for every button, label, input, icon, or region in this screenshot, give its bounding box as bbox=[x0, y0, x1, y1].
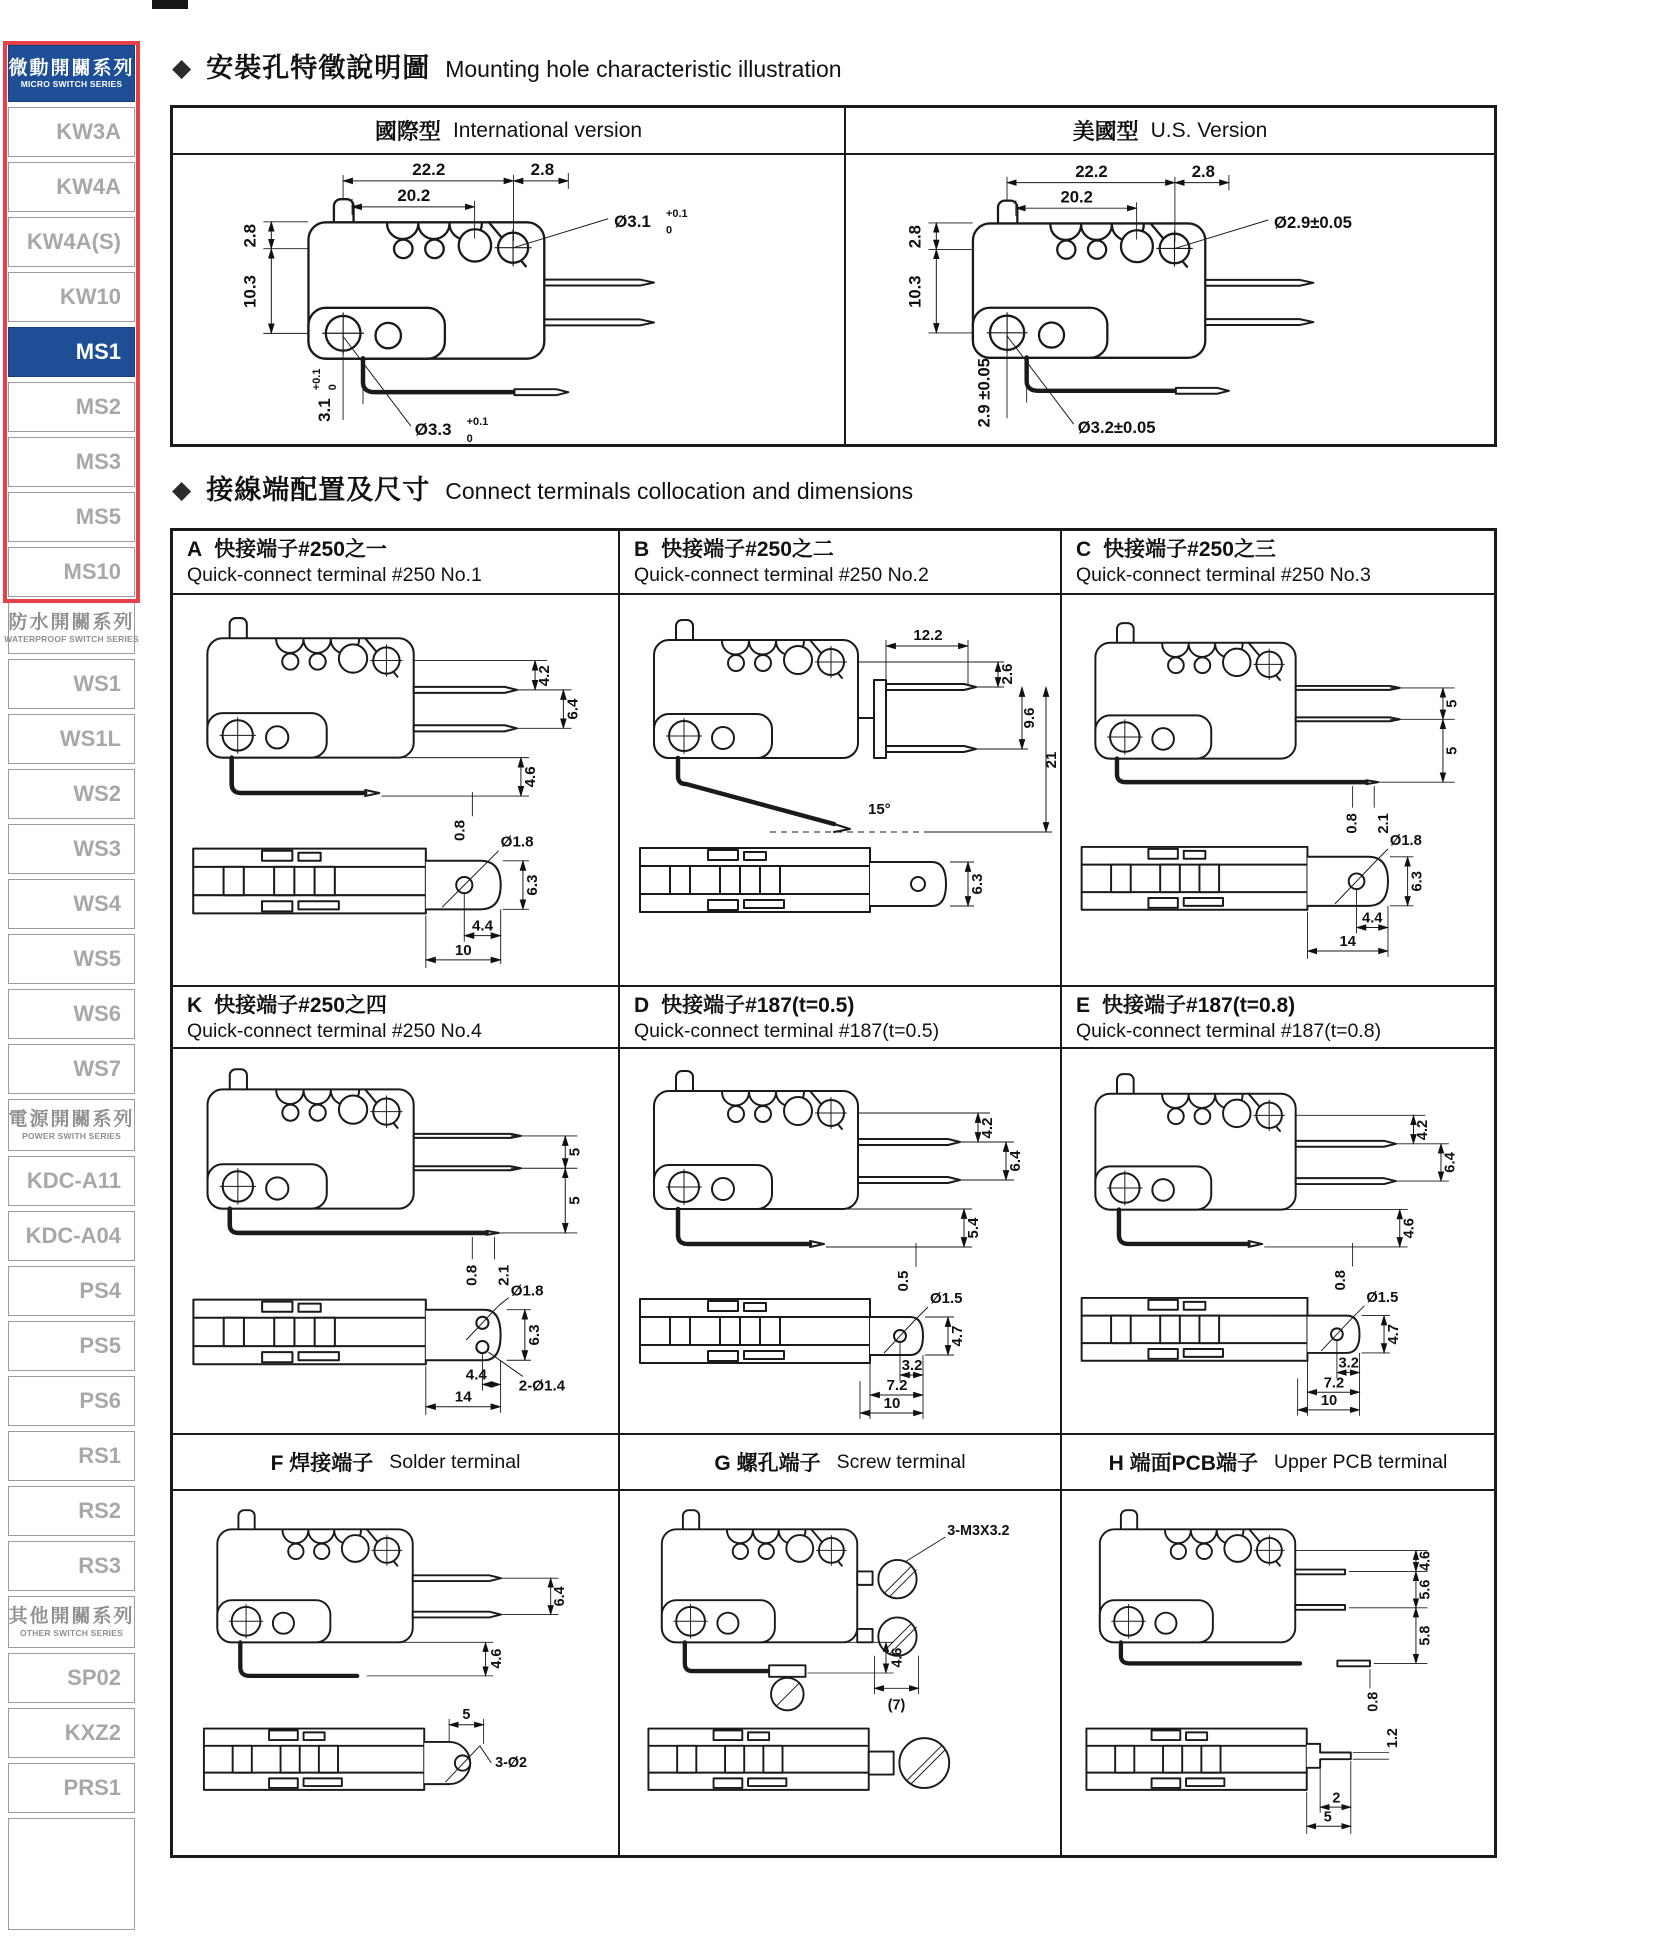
svg-text:Ø1.5: Ø1.5 bbox=[1366, 1289, 1399, 1306]
svg-text:2.8: 2.8 bbox=[905, 225, 925, 249]
diamond-bullet-icon: ◆ bbox=[172, 475, 192, 504]
terminal-d-diagram bbox=[620, 1049, 1062, 1435]
svg-text:4.7: 4.7 bbox=[949, 1325, 966, 1347]
svg-text:20.2: 20.2 bbox=[1060, 187, 1093, 207]
terminal-letter: B bbox=[634, 538, 650, 561]
svg-text:5.6: 5.6 bbox=[1417, 1579, 1434, 1600]
terminal-k-diagram bbox=[173, 1049, 620, 1435]
title-en: U.S. Version bbox=[1150, 118, 1268, 142]
international-version-panel bbox=[173, 155, 846, 444]
svg-text:0: 0 bbox=[466, 433, 473, 444]
terminal-b-header bbox=[620, 531, 1062, 595]
svg-text:22.2: 22.2 bbox=[412, 159, 446, 179]
sidebar-item-ws1l[interactable]: WS1L bbox=[8, 714, 135, 764]
svg-text:4.6: 4.6 bbox=[1401, 1218, 1418, 1239]
svg-text:0.8: 0.8 bbox=[463, 1264, 481, 1286]
section-mounting-title bbox=[172, 46, 842, 85]
svg-text:0: 0 bbox=[327, 384, 340, 391]
svg-text:Ø3.3: Ø3.3 bbox=[414, 420, 452, 440]
terminal-en: Quick-connect terminal #250 No.1 bbox=[187, 564, 482, 587]
svg-text:10: 10 bbox=[883, 1395, 901, 1412]
terminal-k-header bbox=[173, 987, 620, 1049]
svg-text:7.2: 7.2 bbox=[1323, 1375, 1345, 1392]
terminal-e-diagram bbox=[1062, 1049, 1494, 1435]
terminal-zh: 快接端子#250之二 bbox=[661, 538, 834, 561]
svg-text:Ø1.8: Ø1.8 bbox=[510, 1282, 544, 1300]
svg-text:10.3: 10.3 bbox=[905, 275, 925, 308]
terminal-en: Screw terminal bbox=[836, 1450, 966, 1473]
svg-text:22.2: 22.2 bbox=[1075, 161, 1108, 181]
sidebar-group-waterproof bbox=[4, 602, 139, 654]
svg-text:6.3: 6.3 bbox=[525, 1324, 543, 1346]
terminal-en: Quick-connect terminal #187(t=0.8) bbox=[1076, 1020, 1382, 1043]
svg-text:Ø1.8: Ø1.8 bbox=[500, 833, 534, 851]
terminal-zh: 端面PCB端子 bbox=[1129, 1452, 1258, 1475]
terminal-zh: 快接端子#187(t=0.5) bbox=[661, 994, 855, 1017]
group-subtitle: WATERPROOF SWITCH SERIES bbox=[4, 633, 139, 644]
title-zh: 美國型 bbox=[1072, 119, 1139, 144]
terminal-a-header bbox=[173, 531, 620, 595]
svg-text:0.8: 0.8 bbox=[1332, 1270, 1349, 1291]
svg-text:12.2: 12.2 bbox=[913, 627, 943, 644]
svg-text:2-Ø1.4: 2-Ø1.4 bbox=[518, 1377, 566, 1395]
international-version-title bbox=[173, 108, 846, 153]
group-title: 其他開關系列 bbox=[8, 1606, 135, 1628]
group-subtitle: MICRO SWITCH SERIES bbox=[20, 79, 123, 90]
svg-text:4.4: 4.4 bbox=[471, 917, 494, 935]
svg-text:0.8: 0.8 bbox=[1365, 1691, 1382, 1712]
section-title-zh: 安裝孔特徵說明圖 bbox=[206, 53, 431, 83]
sidebar-item-ws2[interactable]: WS2 bbox=[8, 769, 135, 819]
svg-text:3.1: 3.1 bbox=[315, 398, 335, 422]
svg-text:4.2: 4.2 bbox=[1415, 1119, 1432, 1141]
svg-text:+0.1: +0.1 bbox=[665, 207, 688, 220]
svg-text:4.7: 4.7 bbox=[1385, 1324, 1402, 1345]
svg-text:2.8: 2.8 bbox=[1191, 161, 1215, 181]
sidebar-item-kw10[interactable]: KW10 bbox=[8, 272, 135, 322]
svg-text:2.6: 2.6 bbox=[999, 663, 1016, 685]
svg-text:10: 10 bbox=[1320, 1392, 1338, 1409]
svg-text:2.8: 2.8 bbox=[240, 223, 260, 248]
sidebar-item-ps6[interactable]: PS6 bbox=[8, 1376, 135, 1426]
svg-text:4.6: 4.6 bbox=[889, 1647, 906, 1668]
svg-text:5: 5 bbox=[1323, 1809, 1332, 1826]
svg-text:1.2: 1.2 bbox=[1384, 1728, 1401, 1749]
svg-text:2.1: 2.1 bbox=[1375, 813, 1392, 834]
terminal-en: Upper PCB terminal bbox=[1273, 1450, 1448, 1473]
svg-text:5: 5 bbox=[566, 1196, 584, 1205]
svg-text:2.1: 2.1 bbox=[495, 1264, 513, 1286]
sidebar-item-ws4[interactable]: WS4 bbox=[8, 879, 135, 929]
section-terminals-title bbox=[172, 468, 913, 507]
terminal-letter: F bbox=[270, 1452, 284, 1475]
svg-text:14: 14 bbox=[1339, 934, 1356, 951]
terminal-letter: K bbox=[187, 994, 203, 1017]
group-title: 防水開關系列 bbox=[8, 612, 135, 634]
svg-text:5.4: 5.4 bbox=[965, 1217, 982, 1239]
svg-text:Ø3.2±0.05: Ø3.2±0.05 bbox=[1077, 418, 1156, 438]
sidebar-item-kw3a[interactable]: KW3A bbox=[8, 107, 135, 157]
svg-text:Ø3.1: Ø3.1 bbox=[614, 211, 651, 231]
terminal-c-diagram bbox=[1062, 595, 1494, 987]
group-subtitle: OTHER SWITCH SERIES bbox=[20, 1627, 123, 1638]
terminal-d-header bbox=[620, 987, 1062, 1049]
sidebar-item-ms10[interactable]: MS10 bbox=[8, 547, 135, 597]
svg-text:6.4: 6.4 bbox=[1007, 1150, 1024, 1172]
terminal-zh: 螺孔端子 bbox=[736, 1452, 821, 1475]
svg-text:6.4: 6.4 bbox=[1442, 1152, 1459, 1173]
svg-text:4.4: 4.4 bbox=[465, 1366, 487, 1384]
section-title-en: Connect terminals collocation and dimensions bbox=[445, 478, 914, 504]
us-version-title bbox=[846, 108, 1494, 153]
title-zh: 國際型 bbox=[374, 119, 441, 144]
svg-text:(7): (7) bbox=[887, 1697, 906, 1714]
terminal-letter: A bbox=[187, 538, 203, 561]
terminal-letter: G bbox=[714, 1452, 731, 1475]
sidebar-item-ps5[interactable]: PS5 bbox=[8, 1321, 135, 1371]
svg-text:5.8: 5.8 bbox=[1417, 1625, 1434, 1646]
mounting-hole-box bbox=[170, 105, 1497, 447]
svg-text:5: 5 bbox=[1444, 699, 1461, 708]
sidebar-item-ws5[interactable]: WS5 bbox=[8, 934, 135, 984]
terminals-grid bbox=[170, 528, 1497, 1858]
group-subtitle: POWER SWITH SERIES bbox=[22, 1130, 121, 1141]
sidebar-item-sp02[interactable]: SP02 bbox=[8, 1653, 135, 1703]
svg-text:21: 21 bbox=[1043, 751, 1060, 769]
terminal-zh: 快接端子#250之三 bbox=[1103, 538, 1276, 561]
svg-text:3.2: 3.2 bbox=[901, 1357, 923, 1374]
terminal-zh: 快接端子#250之四 bbox=[214, 994, 387, 1017]
sidebar-item-kdc-a04[interactable]: KDC-A04 bbox=[8, 1211, 135, 1261]
svg-text:5: 5 bbox=[566, 1147, 584, 1157]
svg-text:3-M3X3.2: 3-M3X3.2 bbox=[947, 1523, 1010, 1540]
svg-text:7.2: 7.2 bbox=[886, 1377, 908, 1394]
svg-text:+0.1: +0.1 bbox=[311, 368, 324, 391]
terminal-e-header bbox=[1062, 987, 1494, 1049]
svg-text:6.3: 6.3 bbox=[524, 874, 542, 896]
title-en: International version bbox=[452, 118, 643, 142]
sidebar-item-ws7[interactable]: WS7 bbox=[8, 1044, 135, 1094]
svg-text:5: 5 bbox=[1444, 746, 1461, 755]
svg-text:6.3: 6.3 bbox=[969, 873, 986, 895]
svg-text:10: 10 bbox=[454, 941, 472, 959]
svg-text:0: 0 bbox=[665, 224, 673, 237]
sidebar-item-ws1[interactable]: WS1 bbox=[8, 659, 135, 709]
svg-text:Ø1.8: Ø1.8 bbox=[1389, 832, 1422, 849]
svg-text:20.2: 20.2 bbox=[397, 185, 431, 205]
group-title: 微動開關系列 bbox=[8, 57, 135, 79]
svg-text:+0.1: +0.1 bbox=[466, 416, 489, 429]
sidebar-item-kw4a[interactable]: KW4A bbox=[8, 162, 135, 212]
sidebar-item-ws6[interactable]: WS6 bbox=[8, 989, 135, 1039]
sidebar-item-rs1[interactable]: RS1 bbox=[8, 1431, 135, 1481]
terminal-en: Quick-connect terminal #250 No.3 bbox=[1076, 564, 1371, 587]
sidebar-item-rs2[interactable]: RS2 bbox=[8, 1486, 135, 1536]
sidebar-item-prs1[interactable]: PRS1 bbox=[8, 1763, 135, 1813]
sidebar-item-kxz2[interactable]: KXZ2 bbox=[8, 1708, 135, 1758]
svg-text:2.9 ±0.05: 2.9 ±0.05 bbox=[974, 358, 994, 428]
terminal-en: Quick-connect terminal #187(t=0.5) bbox=[634, 1020, 940, 1043]
terminal-c-header bbox=[1062, 531, 1494, 595]
svg-text:10.3: 10.3 bbox=[240, 275, 260, 309]
svg-text:6.3: 6.3 bbox=[1409, 871, 1426, 892]
svg-text:4.6: 4.6 bbox=[488, 1648, 505, 1669]
series-sidebar bbox=[4, 45, 139, 1935]
sidebar-item-kw4as[interactable]: KW4A(S) bbox=[8, 217, 135, 267]
terminal-g-header bbox=[620, 1435, 1062, 1491]
mounting-international-drawing bbox=[173, 155, 844, 444]
terminal-letter: D bbox=[634, 994, 650, 1017]
sidebar-item-ws3[interactable]: WS3 bbox=[8, 824, 135, 874]
svg-text:6.4: 6.4 bbox=[564, 698, 582, 720]
svg-text:2: 2 bbox=[1332, 1790, 1341, 1807]
svg-text:6.4: 6.4 bbox=[552, 1586, 569, 1607]
svg-text:4.2: 4.2 bbox=[979, 1117, 996, 1139]
svg-text:15°: 15° bbox=[868, 801, 891, 818]
sidebar-item-ms5[interactable]: MS5 bbox=[8, 492, 135, 542]
terminal-f-diagram bbox=[173, 1491, 620, 1855]
sidebar-empty-slot bbox=[8, 1818, 135, 1930]
svg-text:14: 14 bbox=[454, 1388, 472, 1406]
terminal-en: Solder terminal bbox=[389, 1450, 521, 1473]
svg-text:5: 5 bbox=[462, 1706, 471, 1723]
sidebar-group-power bbox=[8, 1099, 135, 1151]
group-title: 電源開關系列 bbox=[8, 1109, 135, 1131]
crop-artifact bbox=[152, 0, 188, 9]
mounting-us-drawing bbox=[846, 155, 1494, 444]
terminal-en: Quick-connect terminal #250 No.4 bbox=[187, 1020, 482, 1043]
mounting-titles-row bbox=[173, 108, 1494, 155]
terminal-en: Quick-connect terminal #250 No.2 bbox=[634, 564, 929, 587]
terminal-a-diagram bbox=[173, 595, 620, 987]
svg-text:9.6: 9.6 bbox=[1021, 707, 1038, 729]
section-title-zh: 接線端配置及尺寸 bbox=[206, 475, 431, 505]
svg-text:4.2: 4.2 bbox=[536, 665, 554, 687]
sidebar-item-kdc-a11[interactable]: KDC-A11 bbox=[8, 1156, 135, 1206]
terminal-zh: 快接端子#250之一 bbox=[214, 538, 387, 561]
sidebar-group-micro-switch bbox=[8, 45, 135, 102]
terminal-letter: C bbox=[1076, 538, 1092, 561]
us-version-panel bbox=[846, 155, 1494, 444]
svg-text:0.5: 0.5 bbox=[895, 1270, 912, 1292]
terminal-letter: H bbox=[1108, 1452, 1124, 1475]
svg-text:0.8: 0.8 bbox=[1344, 813, 1361, 834]
terminal-zh: 快接端子#187(t=0.8) bbox=[1102, 994, 1296, 1017]
sidebar-item-ms3[interactable]: MS3 bbox=[8, 437, 135, 487]
svg-text:Ø1.5: Ø1.5 bbox=[930, 1290, 963, 1307]
terminal-g-diagram bbox=[620, 1491, 1062, 1855]
terminal-letter: E bbox=[1076, 994, 1091, 1017]
terminal-h-header bbox=[1062, 1435, 1494, 1491]
sidebar-item-ps4[interactable]: PS4 bbox=[8, 1266, 135, 1316]
svg-text:3-Ø2: 3-Ø2 bbox=[495, 1754, 528, 1771]
diamond-bullet-icon: ◆ bbox=[172, 53, 192, 82]
svg-text:4.6: 4.6 bbox=[522, 766, 540, 788]
svg-text:0.8: 0.8 bbox=[451, 819, 469, 841]
terminal-zh: 焊接端子 bbox=[289, 1452, 374, 1475]
sidebar-item-ms1-active[interactable]: MS1 bbox=[8, 327, 135, 377]
terminal-f-header bbox=[173, 1435, 620, 1491]
svg-text:3.2: 3.2 bbox=[1338, 1355, 1359, 1372]
svg-text:4.4: 4.4 bbox=[1362, 910, 1383, 927]
sidebar-group-other bbox=[8, 1596, 135, 1648]
svg-text:2.8: 2.8 bbox=[530, 159, 555, 179]
sidebar-item-rs3[interactable]: RS3 bbox=[8, 1541, 135, 1591]
svg-text:Ø2.9±0.05: Ø2.9±0.05 bbox=[1274, 212, 1352, 232]
terminal-h-diagram bbox=[1062, 1491, 1494, 1855]
sidebar-item-ms2[interactable]: MS2 bbox=[8, 382, 135, 432]
svg-text:4.6: 4.6 bbox=[1417, 1550, 1434, 1571]
terminal-b-diagram bbox=[620, 595, 1062, 987]
section-title-en: Mounting hole characteristic illustration bbox=[445, 56, 842, 82]
